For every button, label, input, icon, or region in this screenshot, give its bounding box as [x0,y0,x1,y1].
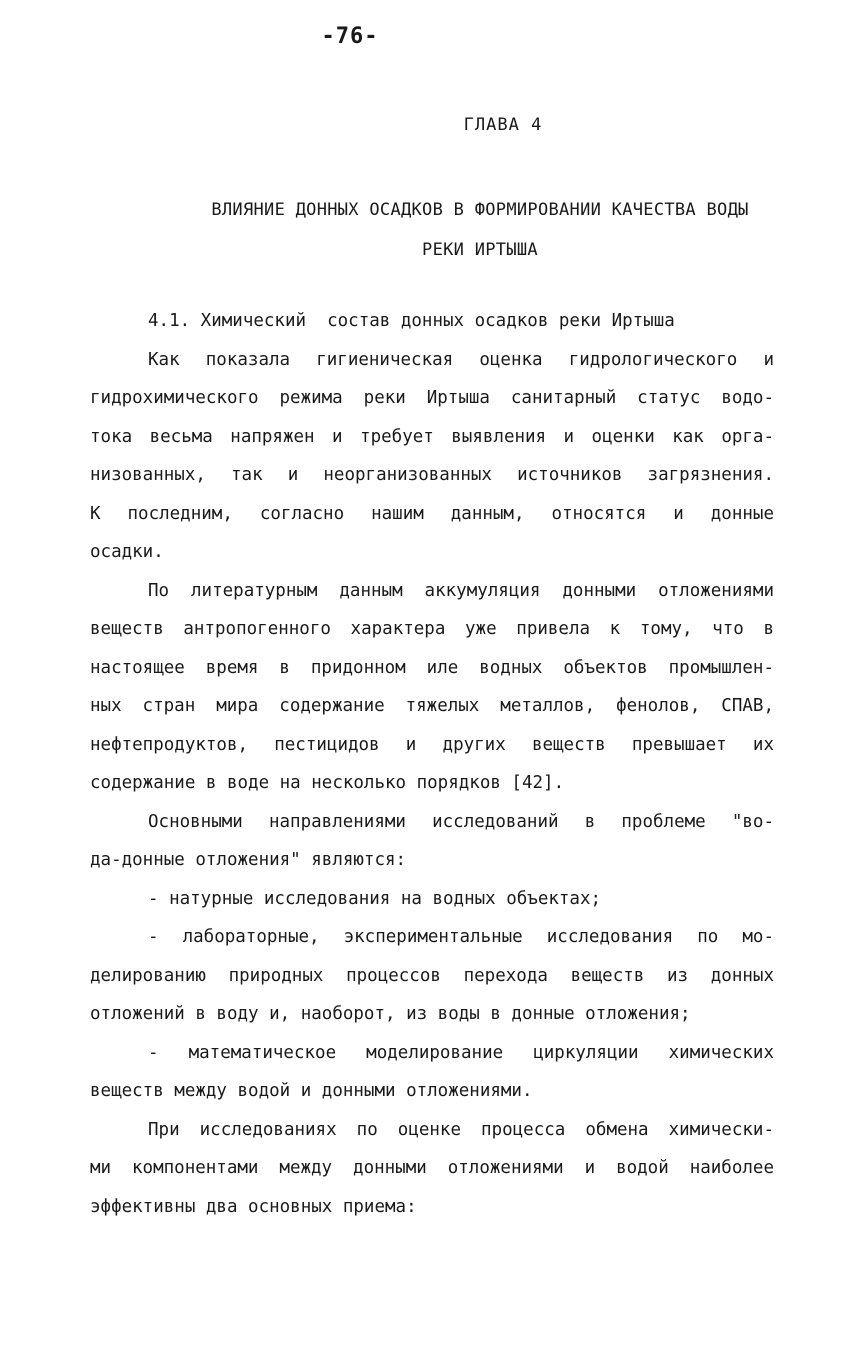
paragraph [90,1111,774,1227]
text-line: - математическое моделирование циркуляции химических [148,1042,774,1063]
text-line: осадки. [90,542,164,562]
text-line: веществ между водой и донными отложениями. [90,1081,533,1101]
text-line: Основными направлениями исследований в проблеме "во- [148,811,774,832]
page-number: -76- [321,24,379,49]
text-line: ми компонентами между донными отложениями и водой наиболее [90,1158,774,1178]
text-line: Как показала гигиеническая оценка гидрологического и [148,349,774,370]
text-line: нефтепродуктов, пестицидов и других веществ превышает их [90,734,774,755]
chapter-label [0,115,866,135]
chapter-title [150,190,810,270]
text-line: гидрохимического режима реки Иртыша санитарный статус водо- [90,388,774,408]
text-line: тока весьма напряжен и требует выявления и оценки как орга- [90,426,774,447]
text-line: эффективны два основных приема: [90,1196,417,1217]
text-line: настоящее время в придонном иле водных объектов промышлен- [90,657,774,678]
chapter-title-line: РЕКИ ИРТЫША [422,240,538,260]
paragraph [90,803,774,880]
text-line: содержание в воде на несколько порядков [42]. [90,773,565,793]
text-line: К последним, согласно нашим данным, относятся и донные [90,503,774,524]
chapter-label-text: ГЛАВА 4 [463,115,543,135]
text-line: низованных, так и неорганизованных источников загрязнения. [90,465,774,485]
text-line: При исследованиях по оценке процесса обмена химически- [148,1119,774,1140]
text-line: делированию природных процессов перехода веществ из донных [90,965,774,986]
text-line: отложений в воду и, наоборот, из воды в донные отложения; [90,1004,691,1024]
text-line: - натурные исследования на водных объектах; [148,888,602,909]
chapter-title-line: ВЛИЯНИЕ ДОННЫХ ОСАДКОВ В ФОРМИРОВАНИИ КАЧЕСТВА ВОДЫ [211,200,749,220]
text-line: веществ антропогенного характера уже привела к тому, что в [90,619,774,639]
paragraph [90,341,774,572]
text-line: да-донные отложения" являются: [90,850,407,870]
text-line: - лабораторные, экспериментальные исследования по мо- [148,927,774,947]
paragraph [90,572,774,803]
list-item [90,918,774,1034]
text-line: По литературным данным аккумуляция донными отложениями [148,580,774,601]
section-heading: 4.1. Химический состав донных осадков реки Иртыша [148,311,675,331]
body-text [90,302,774,1226]
list-item [90,1034,774,1111]
text-line: ных стран мира содержание тяжелых металлов, фенолов, СПАВ, [90,696,774,716]
list-item [90,880,774,919]
